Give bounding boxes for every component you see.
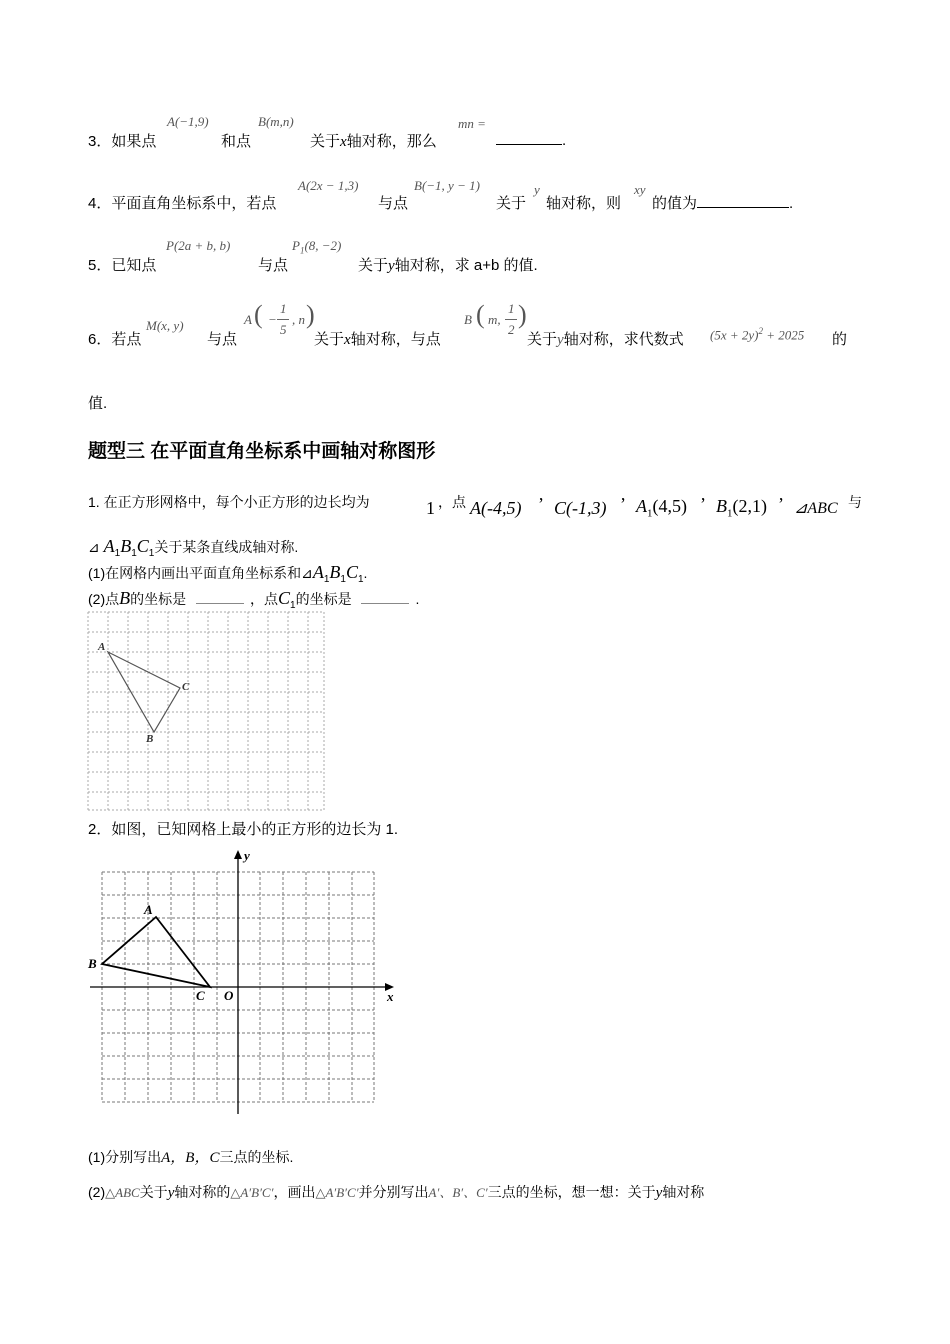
q5-text2: 与点: [258, 257, 289, 274]
q4-text4: 轴对称，则: [546, 195, 622, 212]
p1-yu: 与: [848, 494, 862, 510]
q6-text7: 的: [832, 331, 848, 348]
p2-line1: 2．如图，已知网格上最小的正方形的边长为 1.: [88, 821, 399, 838]
p1-triangle-abc: ⊿ABC: [794, 500, 838, 517]
q6-point-m: M(x, y): [146, 318, 184, 333]
question-4: 4．平面直角坐标系中，若点: [88, 195, 277, 212]
p2-sub2: (2)△ABC关于y轴对称的△A′B′C′，画出△A′B′C′并分别写出A′、B′、C′三点的坐标，想一想：关于y轴对称: [88, 1184, 705, 1201]
q5-point-p1: $P_1(8$, −2): [292, 238, 342, 256]
q4-y: y: [534, 182, 540, 197]
p2-sub1: (1)分别写出A，B，C三点的坐标.: [88, 1149, 294, 1166]
q5-point-p: P(2a + b, b): [166, 238, 231, 253]
fig2-label-o: O: [224, 988, 234, 1003]
p1-point-a: A(-4,5): [470, 498, 522, 518]
p1-line2: ⊿ $A_1B_1C_1$关于某条直线成轴对称.: [88, 536, 299, 559]
fig2-label-c: C: [196, 988, 205, 1003]
q6-text5: 关于y轴对称，求代数式: [527, 331, 684, 348]
q6-continuation: 值.: [88, 395, 108, 412]
q3-number: 3．: [88, 133, 112, 150]
q4-text5: 的值为 .: [652, 195, 794, 212]
figure-2-coordinate-grid: [84, 846, 404, 1118]
p1-line1: 1. 在正方形网格中，每个小正方形的边长均为: [88, 494, 370, 510]
q3-text3: 关于x轴对称，那么: [310, 133, 437, 150]
q3-point-b: B(m,n): [258, 114, 294, 129]
fig2-label-y: y: [244, 848, 250, 863]
p1-point-a1: $A_1(4,5)$: [636, 496, 687, 520]
p1-comma: ，点: [438, 494, 466, 510]
section-title: 题型三 在平面直角坐标系中画轴对称图形: [88, 441, 436, 462]
q3-text1: 如果点: [111, 133, 157, 150]
p1-point-b1: $B_1(2,1)$: [716, 496, 767, 520]
q3-text2: 和点: [221, 133, 252, 150]
fig2-label-b: B: [88, 956, 97, 971]
q5-text3: 关于y轴对称，求 a+b 的值.: [358, 257, 538, 274]
q6-text3: 关于x轴对称，与点: [314, 331, 441, 348]
p1-one: 1: [426, 498, 435, 518]
q6-expression: $(5x + 2y)^2 + 2025$: [710, 326, 805, 343]
fig1-label-b: B: [146, 733, 154, 745]
question-6: 6．若点: [88, 331, 142, 348]
question-3: [88, 130, 156, 151]
q6-text2: 与点: [207, 331, 238, 348]
q4-text3: 关于: [496, 195, 527, 212]
question-5: 5．已知点: [88, 257, 157, 274]
p1-sub2: (2)点B的坐标是 ，点$C_1$的坐标是 .: [88, 588, 420, 611]
q4-point-a: A(2x − 1,3): [298, 178, 359, 193]
p1-point-c: C(-1,3): [554, 498, 607, 518]
fig1-label-c: C: [182, 681, 190, 693]
q3-point-a: A(−1,9): [167, 114, 209, 129]
fig2-label-a: A: [144, 902, 153, 917]
fig1-label-a: A: [98, 641, 106, 653]
q4-point-b: B(−1, y − 1): [414, 178, 480, 193]
q3-expression: mn =: [458, 116, 486, 131]
q4-xy: xy: [634, 182, 646, 197]
figure-1-grid: [86, 610, 326, 812]
fig2-label-x: x: [387, 989, 394, 1004]
p1-sub1: (1)在网格内画出平面直角坐标系和$⊿A_1B_1C_1$.: [88, 562, 368, 585]
q3-answer-blank: .: [496, 130, 566, 149]
q4-text2: 与点: [378, 195, 409, 212]
